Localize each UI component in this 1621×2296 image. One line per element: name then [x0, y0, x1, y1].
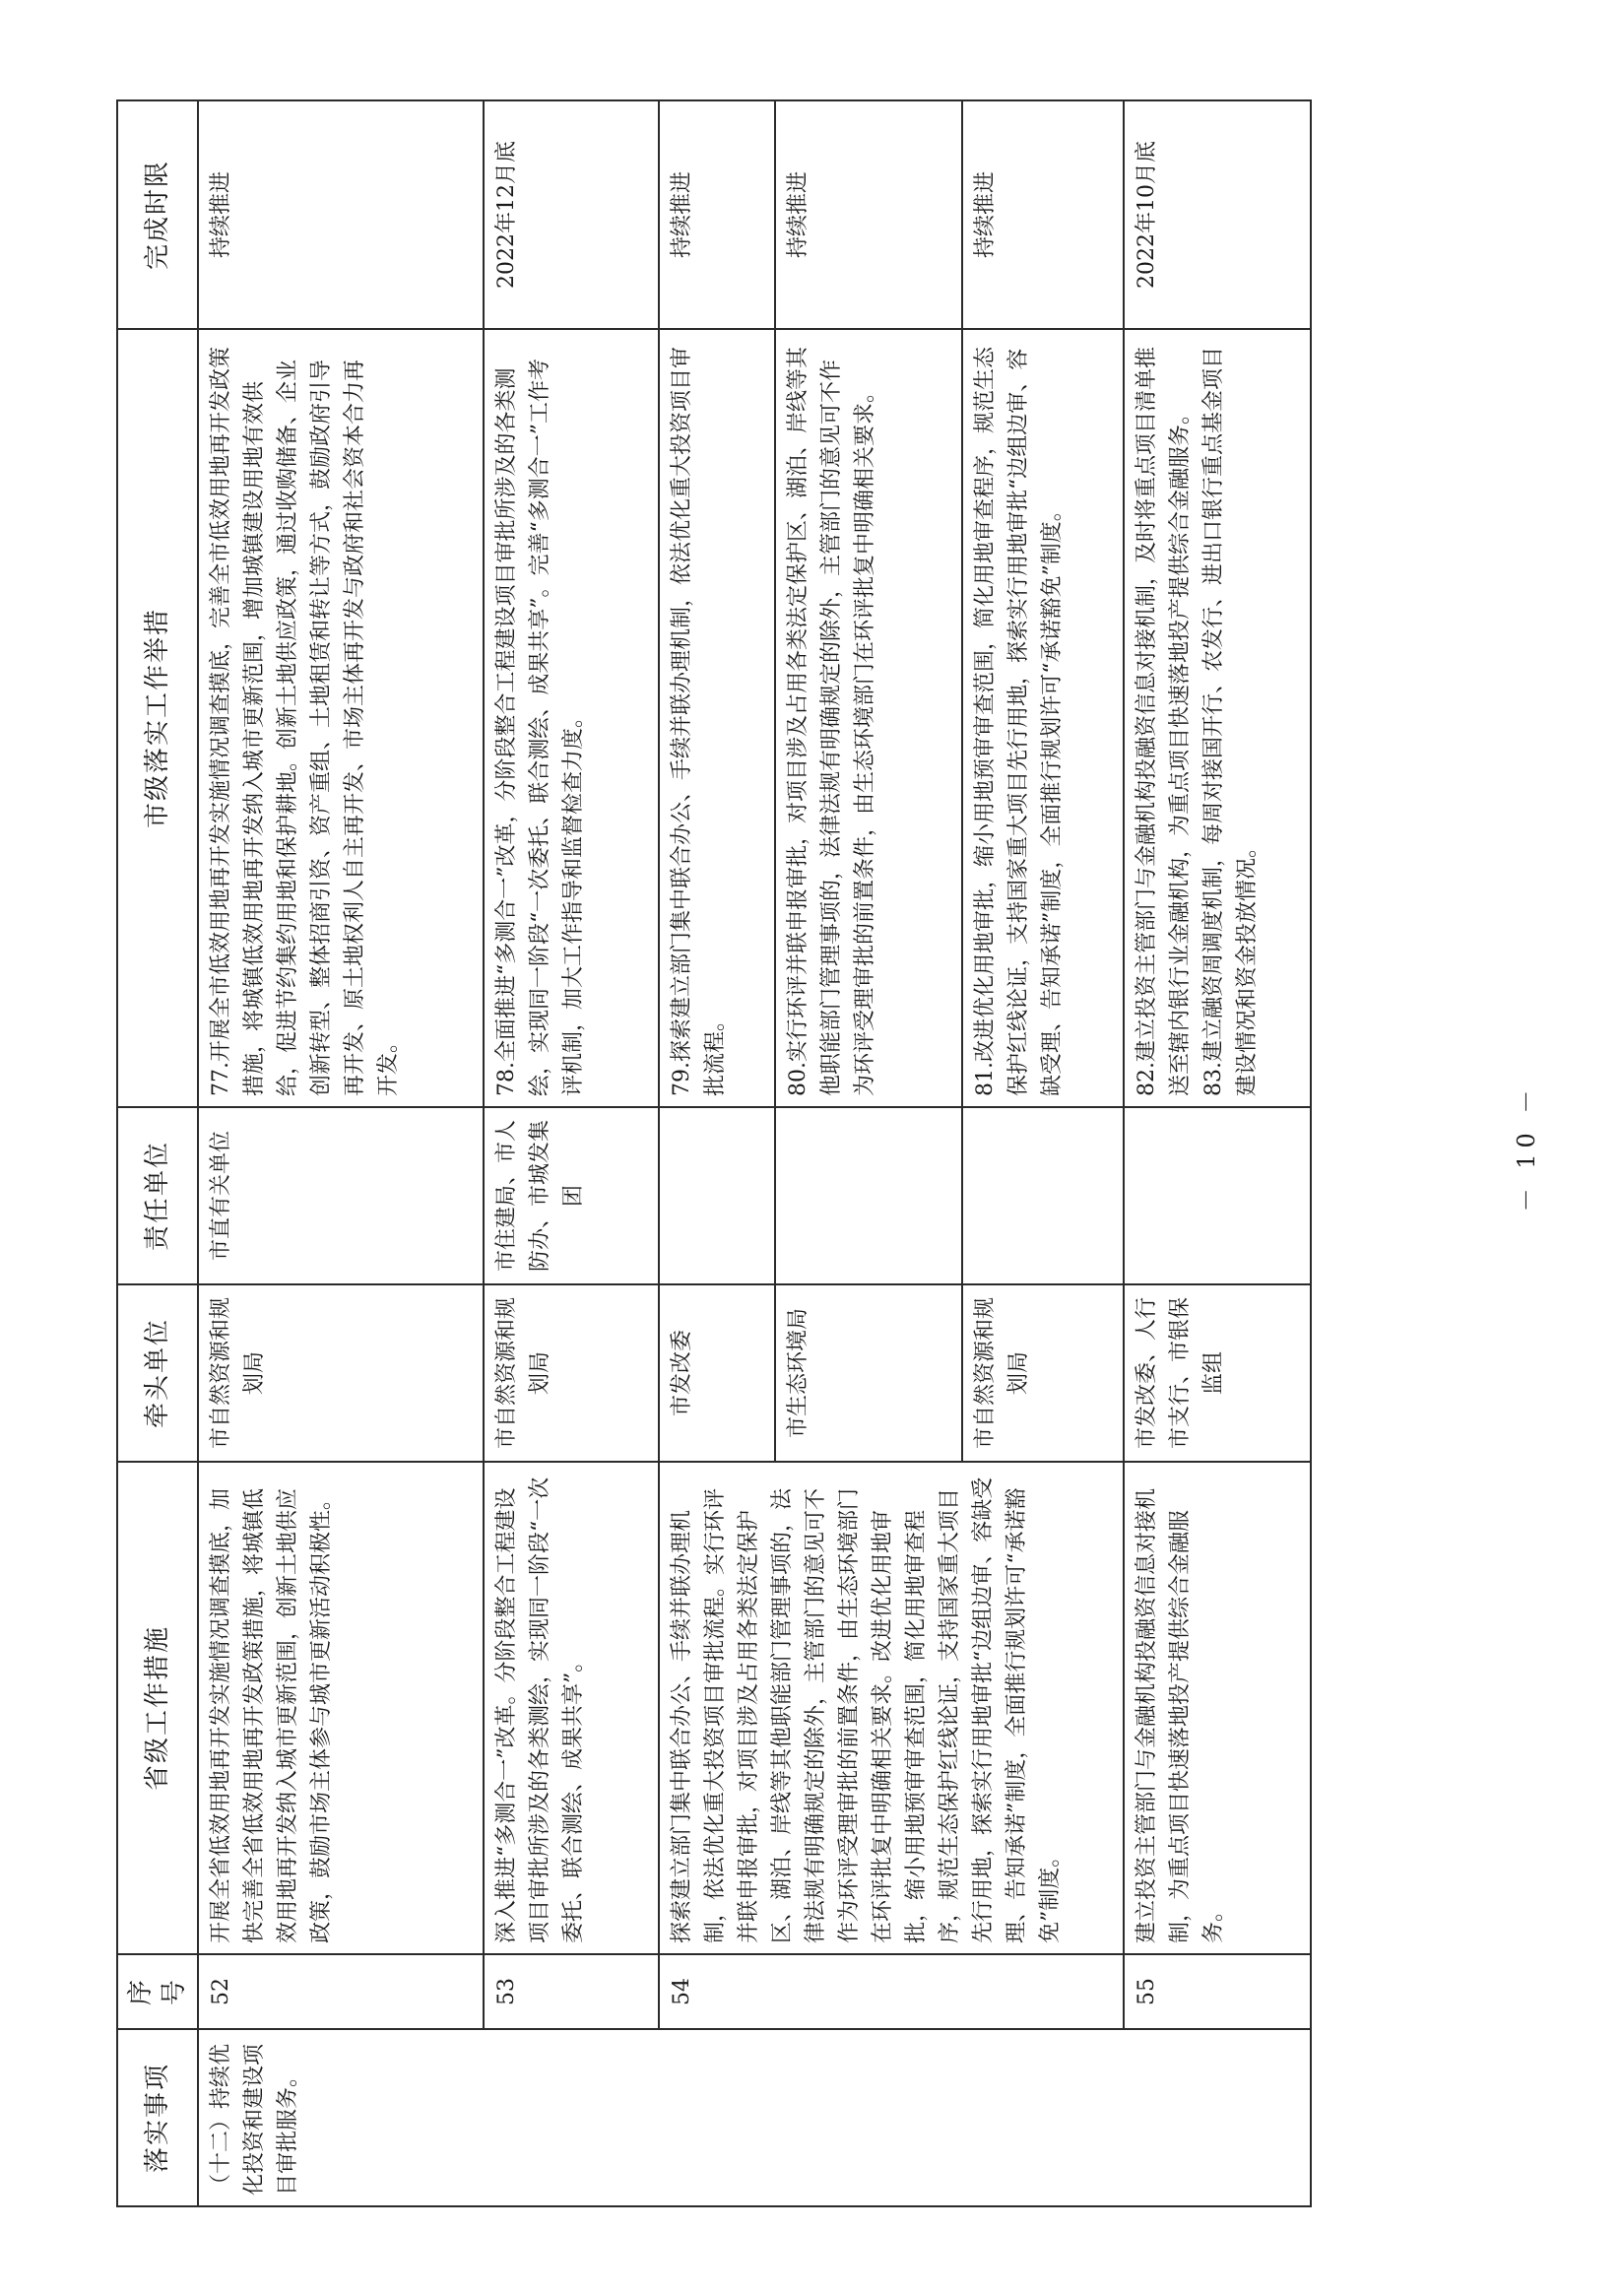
row-number: 54: [659, 1954, 1124, 2029]
responsible-unit: 市住建局、市人防办、市城发集团: [484, 1107, 659, 1284]
lead-unit: 市发改委: [659, 1284, 775, 1462]
city-measure: [962, 329, 1124, 1107]
city-measure-entry: 79.探索建立部门集中联合办公、手续并联办理机制，依法优化重大投资项目审批流程。: [670, 347, 728, 1096]
table-row: [659, 100, 775, 2206]
measures-table: [116, 99, 1312, 2207]
city-measure-entry: 80.实行环评并联申报审批，对项目涉及占用各类法定保护区、湖泊、岸线等其他职能部门管理事项的，法律法规有明确规定的除外，主管部门的意见可不作为环评受理审批的前置条件，由生态环境部门在环评批复中明确相关要求。: [786, 347, 877, 1096]
deadline: 2022年12月底: [484, 100, 659, 329]
lead-unit: 市自然资源和规划局: [198, 1284, 484, 1462]
responsible-unit: [962, 1107, 1124, 1284]
city-measure-entry: 77.开展全市低效用地再开发实施情况调查摸底，完善全市低效用地再开发政策措施，将城镇低效用地再开发纳入城市更新范围，增加城镇建设用地有效供给，促进节约集约用地和保护耕地。创新土地供应政策，通过收购储备、企业创新转型、整体招商引资、资产重组、土地租赁和转让等方式，鼓励政府引导再开发、原土地权利人自主再开发、市场主体再开发与政府和社会资本合力再开发。: [209, 347, 401, 1096]
table-row: [198, 100, 484, 2206]
row-number: 52: [198, 1954, 484, 2029]
lead-unit: 市自然资源和规划局: [962, 1284, 1124, 1462]
page-number: － 10 －: [1513, 1083, 1540, 1213]
row-number: 53: [484, 1954, 659, 2029]
responsible-unit: 市直有关单位: [198, 1107, 484, 1284]
section-label: （十二）持续优化投资和建设项目审批服务。: [209, 2043, 300, 2196]
section-label-cell: [198, 2029, 1311, 2206]
header-item: 落实事项: [117, 2029, 198, 2206]
provincial-measure: 深入推进“多测合一”改革。分阶段整合工程建设项目审批所涉及的各类测绘，实现同一阶段“一次委托、联合测绘、成果共享”。: [484, 1462, 659, 1954]
lead-unit: 市发改委、人行市支行、市银保监组: [1124, 1284, 1311, 1462]
city-measure-entry: 78.全面推进“多测合一”改革，分阶段整合工程建设项目审批所涉及的各类测绘，实现同一阶段“一次委托、联合测绘、成果共享”。完善“多测合一”工作考评机制，加大工作指导和监督检查力度。: [494, 359, 586, 1096]
provincial-measure: 开展全省低效用地再开发实施情况调查摸底，加快完善全省低效用地再开发政策措施，将城镇低效用地再开发纳入城市更新范围，创新土地供应政策，鼓励市场主体参与城市更新活动积极性。: [198, 1462, 484, 1954]
city-measure-entry: 81.改进优化用地审批，缩小用地预审审查范围，简化用地审查程序，规范生态保护红线论证，支持国家重大项目先行用地，探索实行用地审批“边组边审、容缺受理、告知承诺”制度，全面推行规划许可“承诺豁免”制度。: [973, 347, 1065, 1096]
lead-unit: 市生态环境局: [775, 1284, 962, 1462]
deadline: 持续推进: [198, 100, 484, 329]
city-measure: [198, 329, 484, 1107]
city-measure-entry: 83.建立融资周调度机制，每周对接国开行、农发行、进出口银行重点基金项目建设情况和资金投放情况。: [1201, 347, 1260, 1096]
city-measure-entry: 82.建立投资主管部门与金融机构投融资信息对接机制，及时将重点项目清单推送至辖内银行业金融机构，为重点项目快速落地投产提供综合金融服务。: [1135, 347, 1193, 1096]
table-row: [484, 100, 659, 2206]
deadline: 持续推进: [775, 100, 962, 329]
deadline: 2022年10月底: [1124, 100, 1311, 329]
header-responsible: 责任单位: [117, 1107, 198, 1284]
responsible-unit: [659, 1107, 775, 1284]
city-measure: [775, 329, 962, 1107]
table-header-row: [117, 100, 198, 2206]
city-measure: [1124, 329, 1311, 1107]
table-row: [1124, 100, 1311, 2206]
provincial-measure: 建立投资主管部门与金融机构投融资信息对接机制，为重点项目快速落地投产提供综合金融服务。: [1124, 1462, 1311, 1954]
provincial-measure: 探索建立部门集中联合办公、手续并联办理机制，依法优化重大投资项目审批流程。实行环评并联申报审批，对项目涉及占用各类法定保护区、湖泊、岸线等其他职能部门管理事项的，法律法规有明确规定的除外，主管部门的意见可不作为环评受理审批的前置条件，由生态环境部门在环评批复中明确相关要求。改进优化用地审批，缩小用地预审审查范围，简化用地审查程序，规范生态保护红线论证，支持国家重大项目先行用地，探索实行用地审批“边组边审、容缺受理、告知承诺”制度，全面推行规划许可“承诺豁免”制度。: [659, 1462, 1124, 1954]
deadline: 持续推进: [659, 100, 775, 329]
responsible-unit: [775, 1107, 962, 1284]
lead-unit: 市自然资源和规划局: [484, 1284, 659, 1462]
header-provincial: 省级工作措施: [117, 1462, 198, 1954]
header-deadline: 完成时限: [117, 100, 198, 329]
responsible-unit: [1124, 1107, 1311, 1284]
header-city: 市级落实工作举措: [117, 329, 198, 1107]
header-lead: 牵头单位: [117, 1284, 198, 1462]
city-measure: [659, 329, 775, 1107]
header-no: 序号: [117, 1954, 198, 2029]
deadline: 持续推进: [962, 100, 1124, 329]
city-measure: [484, 329, 659, 1107]
row-number: 55: [1124, 1954, 1311, 2029]
